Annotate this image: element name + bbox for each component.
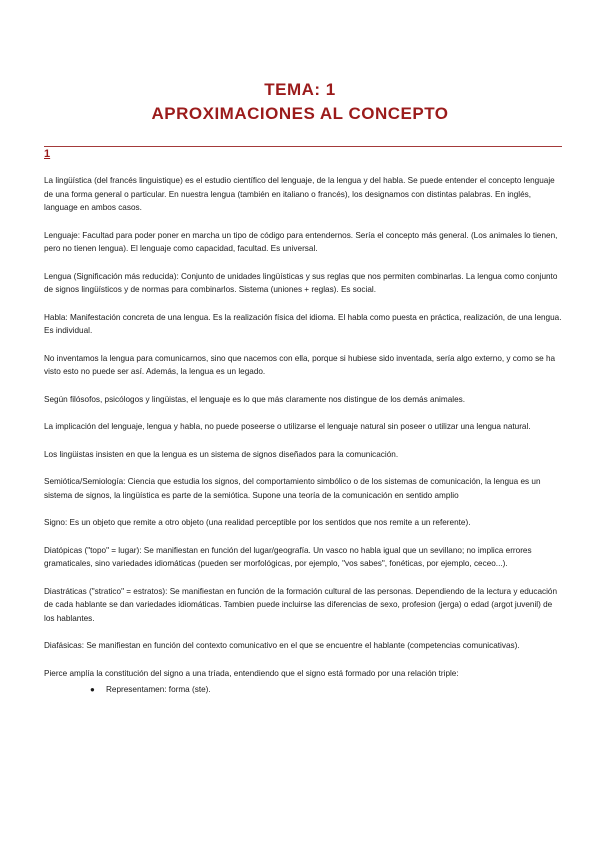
- bullet-list: [44, 683, 564, 697]
- paragraph-lengua: Lengua (Significación más reducida): Conjunto de unidades lingüísticas y sus reglas que nos permiten combinarlas. La lengua como conjunto de signos lingüísticos y de normas para combinarlos. Sistema (uniones + reglas). Es social.: [44, 271, 558, 294]
- title-line-1: TEMA: 1: [264, 80, 336, 99]
- paragraph-linguistas: Los lingüistas insisten en que la lengua es un sistema de signos diseñados para la comunicación.: [44, 449, 399, 459]
- paragraph-semiotica: Semiótica/Semiología: Ciencia que estudia los signos, del comportamiento simbólico o de los sistemas de comunicación, la lengua es un sistema de signos, la lingüística es parte de la semiótica. Supone una teoría de la comunicación en sentido amplio: [44, 477, 541, 500]
- paragraph-lenguaje: Lenguaje: Facultad para poder poner en marcha un tipo de código para entendernos. Sería el concepto más general. (Los animales lo tienen, pero no tienen lengua). El lenguaje como capacidad, facultad. Es universal.: [44, 230, 558, 253]
- paragraph-legado: No inventamos la lengua para comunicarnos, sino que nacemos con ella, porque si hubiese sido inventada, sería algo externo, y como se ha visto esto no puede ser así. Además, la lengua es un legado.: [44, 353, 556, 376]
- paragraph-implicacion: La implicación del lenguaje, lengua y habla, no puede poseerse o utilizarse el lenguaje natural sin poseer o utilizar una lengua natural.: [44, 422, 531, 431]
- paragraph-filosofos: Según filósofos, psicólogos y lingüistas, el lenguaje es lo que más claramente nos distingue de los demás animales.: [44, 394, 465, 404]
- list-item-text: Representamen: forma (ste).: [106, 685, 211, 694]
- paragraph-diatopicas: Diatópicas ("topo" = lugar): Se manifiestan en función del lugar/geografía. Un vasco no habla igual que un sevillano; no implica errores gramaticales, sino variedades idiomáticas (pueden ser morfológicas, por ejemplo, "vos sabes", fonéticas, por ejemplo, ceceo...).: [44, 545, 532, 568]
- paragraph-diafasicas: Diafásicas: Se manifiestan en función del contexto comunicativo en el que se encuentre el hablante (competencias comunicativas).: [44, 641, 520, 650]
- section-number: 1: [44, 148, 51, 160]
- page-title: [0, 78, 600, 126]
- bullet-icon: ●: [90, 685, 95, 694]
- paragraph-pierce: Pierce amplía la constitución del signo a una tríada, entendiendo que el signo está formado por una relación triple:: [44, 668, 459, 678]
- paragraph-linguistica: La lingüística (del francés linguistique) es el estudio científico del lenguaje, de la lengua y del habla. Se puede entender el concepto lenguaje de una forma general o particular. En nuestra lengua (también en italiano o francés), los designamos con distintas palabras. En inglés, language en ambos casos.: [44, 176, 555, 212]
- paragraph-habla: Habla: Manifestación concreta de una lengua. Es la realización física del idioma. El habla como puesta en práctica, realización, de una lengua. Es individual.: [44, 312, 562, 335]
- list-item: [44, 683, 564, 697]
- document-body: [44, 174, 564, 697]
- horizontal-rule: [44, 146, 562, 147]
- paragraph-signo: Signo: Es un objeto que remite a otro objeto (una realidad perceptible por los sentidos que nos remite a un referente).: [44, 518, 471, 527]
- title-line-2: APROXIMACIONES AL CONCEPTO: [151, 104, 449, 123]
- paragraph-diastraticas: Diastráticas ("stratico" = estratos): Se manifiestan en función de la formación cultural de las personas. Dependiendo de la lectura y educación de cada hablante se dan variedades idiomáticas. Tambien puede incluirse las diferencias de sexo, profesion (jerga) o edad (argot juvenil) de los hablantes.: [44, 586, 558, 623]
